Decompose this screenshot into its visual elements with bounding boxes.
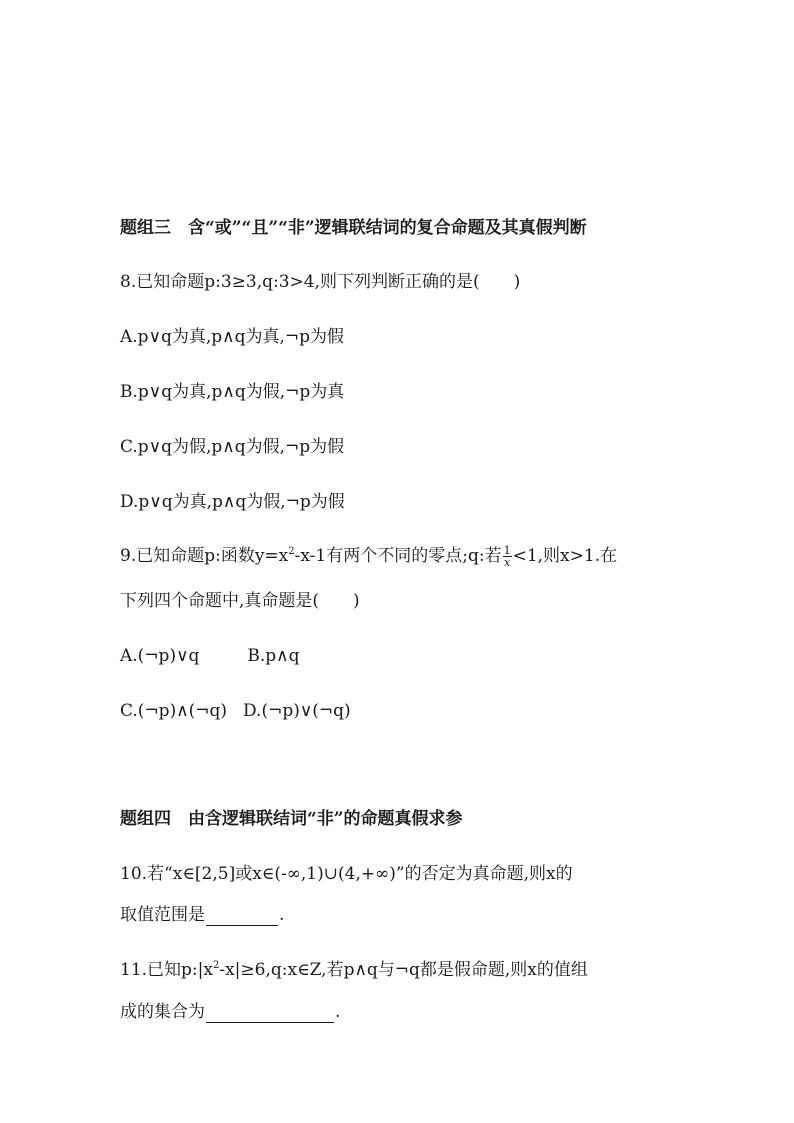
q11-line1 — [120, 959, 588, 984]
q9-stem-line1 — [120, 545, 617, 570]
q10-answer-blank[interactable] — [206, 907, 278, 926]
q10-line2 — [120, 904, 284, 926]
q9-stem-line2: 下列四个命题中,真命题是( ) — [120, 591, 360, 611]
q9-option-a: A.(¬p)∨q — [120, 646, 200, 666]
q11-exponent: 2 — [212, 960, 220, 971]
q9-stem-part1: 9.已知命题p:函数y=x — [120, 546, 289, 566]
q9-stem-part2: -x-1有两个不同的零点;q:若 — [294, 546, 502, 566]
group3-heading: 题组三 含“或”“且”“非”逻辑联结词的复合命题及其真假判断 — [120, 218, 587, 238]
q11-part1: 11.已知p:|x — [120, 960, 213, 980]
q8-option-a: A.p∨q为真,p∧q为真,¬p为假 — [120, 327, 345, 347]
q8-option-d: D.p∨q为真,p∧q为假,¬p为假 — [120, 492, 345, 512]
q9-fraction-denominator: x — [503, 556, 511, 569]
q9-option-c: C.(¬p)∧(¬q) — [120, 701, 228, 721]
q11-line2-suffix: . — [335, 1002, 341, 1022]
q11-part2: -x|≥6,q:x∈Z,若p∧q与¬q都是假命题,则x的值组 — [219, 960, 588, 980]
q9-options-row1 — [120, 645, 300, 667]
q8-option-c: C.p∨q为假,p∧q为假,¬p为假 — [120, 437, 345, 457]
q8-stem: 8.已知命题p:3≥3,q:3>4,则下列判断正确的是( ) — [120, 272, 521, 292]
q9-option-b: B.p∧q — [247, 646, 300, 666]
q9-options-row2 — [120, 700, 351, 722]
q11-line2 — [120, 1001, 340, 1023]
q9-stem-part3: <1,则x>1.在 — [512, 546, 618, 566]
q10-line1: 10.若“x∈[2,5]或x∈(-∞,1)∪(4,+∞)”的否定为真命题,则x的 — [120, 864, 573, 884]
q9-exponent: 2 — [288, 546, 295, 557]
q9-fraction — [503, 545, 512, 568]
q9-fraction-numerator: 1 — [503, 544, 511, 557]
q10-line2-prefix: 取值范围是 — [120, 905, 205, 925]
q8-option-b: B.p∨q为真,p∧q为假,¬p为真 — [120, 382, 345, 402]
q11-answer-blank[interactable] — [206, 1004, 334, 1023]
q10-line2-suffix: . — [279, 905, 285, 925]
q11-line2-prefix: 成的集合为 — [120, 1002, 205, 1022]
group4-heading: 题组四 由含逻辑联结词“非”的命题真假求参 — [120, 809, 463, 829]
q9-option-d: D.(¬p)∨(¬q) — [243, 701, 351, 721]
